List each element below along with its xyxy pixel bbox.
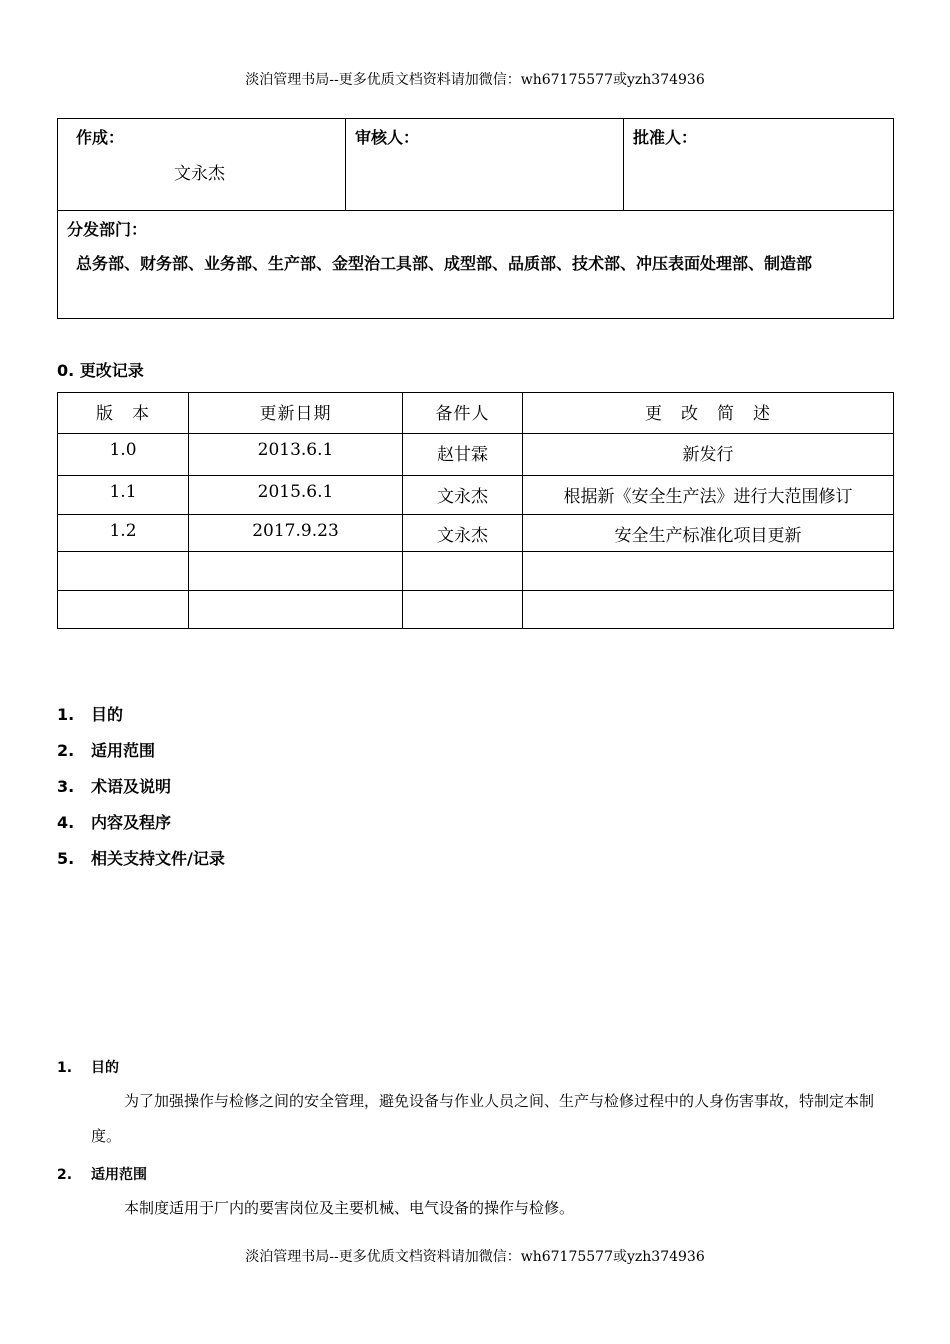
table-cell: 赵甘霖: [403, 434, 523, 476]
toc-label: 目的: [91, 705, 124, 724]
author-name: 文永杰: [174, 164, 225, 184]
table-cell: 根据新《安全生产法》进行大范围修订: [523, 476, 894, 515]
revision-header-cell: 更 改 简 述: [523, 393, 894, 434]
toc-label: 适用范围: [91, 741, 156, 760]
revision-table: [57, 392, 894, 629]
toc-item: [57, 704, 225, 740]
toc-label: 术语及说明: [91, 777, 172, 796]
author-cell: [58, 119, 346, 211]
table-cell: 2017.9.23: [189, 515, 403, 552]
distribution-cell: [58, 211, 894, 319]
table-row: [58, 476, 894, 515]
approver-label: 批准人：: [633, 128, 698, 147]
toc-label: 内容及程序: [91, 813, 172, 832]
author-label: 作成：: [76, 128, 125, 147]
revision-header-row: [58, 393, 894, 434]
table-cell: [523, 591, 894, 629]
section-title: 目的: [91, 1060, 119, 1076]
section-title: 适用范围: [91, 1167, 147, 1183]
toc-number: 2.: [57, 741, 75, 760]
table-cell: 文永杰: [403, 515, 523, 552]
section-number: 1.: [57, 1060, 73, 1076]
section-body-scope: 本制度适用于厂内的要害岗位及主要机械、电气设备的操作与检修。: [124, 1199, 575, 1217]
table-cell: [189, 552, 403, 591]
revision-title: 0. 更改记录: [57, 361, 144, 380]
table-cell: 安全生产标准化项目更新: [523, 515, 894, 552]
page-footer-note: 淡泊管理书局--更多优质文档资料请加微信：wh67175577或yzh374936: [245, 1249, 705, 1265]
section-heading-scope: [57, 1164, 147, 1184]
signoff-table: [57, 118, 894, 319]
revision-header-cell: 版 本: [58, 393, 189, 434]
toc-item: [57, 740, 225, 776]
table-cell: [189, 591, 403, 629]
table-cell: 1.0: [58, 434, 189, 476]
toc-item: [57, 848, 225, 884]
table-cell: 文永杰: [403, 476, 523, 515]
table-row: [58, 591, 894, 629]
approver-cell: [624, 119, 894, 211]
table-cell: 新发行: [523, 434, 894, 476]
table-row: [58, 515, 894, 552]
table-of-contents: [57, 704, 225, 884]
table-cell: [403, 591, 523, 629]
toc-item: [57, 776, 225, 812]
section-heading-purpose: [57, 1057, 119, 1077]
table-cell: [523, 552, 894, 591]
revision-header-cell: 备件人: [403, 393, 523, 434]
toc-number: 3.: [57, 777, 75, 796]
toc-number: 4.: [57, 813, 75, 832]
table-row: [58, 434, 894, 476]
table-cell: 1.2: [58, 515, 189, 552]
table-row: [58, 552, 894, 591]
table-cell: [58, 591, 189, 629]
table-cell: 2015.6.1: [189, 476, 403, 515]
distribution-label: 分发部门：: [67, 220, 148, 239]
toc-number: 5.: [57, 849, 75, 868]
section-body-purpose: 为了加强操作与检修之间的安全管理，避免设备与作业人员之间、生产与检修过程中的人身伤害事故，特制定本制度。: [91, 1092, 875, 1145]
table-cell: 1.1: [58, 476, 189, 515]
reviewer-cell: [346, 119, 624, 211]
distribution-departments: 总务部、财务部、业务部、生产部、金型治工具部、成型部、品质部、技术部、冲压表面处理部、制造部: [76, 254, 813, 273]
toc-label: 相关支持文件/记录: [91, 849, 225, 868]
toc-number: 1.: [57, 705, 75, 724]
table-cell: [58, 552, 189, 591]
section-number: 2.: [57, 1167, 73, 1183]
table-cell: 2013.6.1: [189, 434, 403, 476]
revision-header-cell: 更新日期: [189, 393, 403, 434]
page-header-note: 淡泊管理书局--更多优质文档资料请加微信：wh67175577或yzh374936: [245, 72, 705, 88]
toc-item: [57, 812, 225, 848]
reviewer-label: 审核人：: [355, 128, 420, 147]
table-cell: [403, 552, 523, 591]
